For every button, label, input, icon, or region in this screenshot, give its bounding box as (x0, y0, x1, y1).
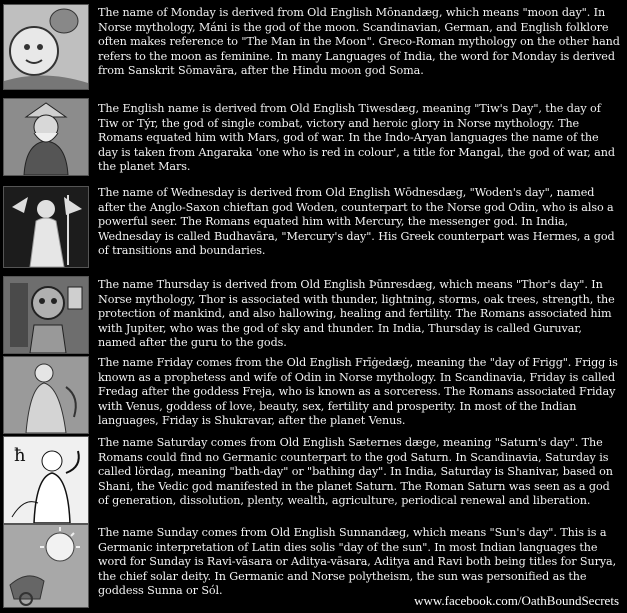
day-text-thursday: The name Thursday is derived from Old English Þūnresdæg, which means "Thor's day". In Norse mythology, Thor is associated with thunder, lightning, storms, oak trees, strength, the protection of mankind, and also hallowing, healing and fertility. The Romans associated him with Jupiter, who was the god of sky and thunder. In India, Thursday is called Guruvar, named after the guru to the gods. (98, 278, 615, 349)
frigg-icon (3, 356, 89, 434)
day-row-monday (0, 0, 627, 92)
day-row-friday (0, 352, 627, 434)
odin-icon (3, 186, 89, 268)
saturn-icon (3, 436, 89, 524)
day-row-saturday (0, 428, 627, 524)
day-text-monday: The name of Monday is derived from Old English Mōnandæg, which means "moon day". In Norse mythology, Máni is the god of the moon. Scandinavian, German, and English folklore often makes reference to "The Man in the Moon". Greco-Roman mythology on the other hand refers to the moon as feminine. In many Languages of India, the word for Monday is derived from Sanskrit Sōmavāra, after the Hindu moon god Soma. (98, 6, 620, 77)
sun-chariot-icon (3, 524, 89, 608)
moon-icon (3, 4, 89, 90)
day-row-wednesday (0, 180, 627, 268)
footer-url[interactable]: www.facebook.com/OathBoundSecrets (414, 593, 619, 608)
day-text-friday: The name Friday comes from the Old English Frīġedæġ, meaning the "day of Frigg". Frigg is known as a prophetess and wife of Odin in Norse mythology. In Scandinavia, Friday is called Fredag after the goddess Freja, who is known as a sorceress. The Romans associated Friday with Venus, goddess of love, beauty, sex, fertility and prosperity. In most of the Indian languages, Friday is Shukravar, after the planet Venus. (98, 356, 618, 427)
day-row-tuesday (0, 92, 627, 176)
day-text-wednesday: The name of Wednesday is derived from Old English Wōdnesdæg, "Woden's day", named after the Anglo-Saxon chieftan god Woden, counterpart to the Norse god Odin, who is also a powerful seer. The Romans equated him with Mercury, the messenger god. In India, Wednesday is called Budhavāra, "Mercury's day". His Greek counterpart was Hermes, a god of transitions and boundaries. (98, 186, 615, 257)
day-row-thursday (0, 268, 627, 352)
thor-icon (3, 276, 89, 354)
day-text-saturday: The name Saturday comes from Old English Sæternes dæge, meaning "Saturn's day". The Romans could find no Germanic counterpart to the god Saturn. In Scandinavia, Saturday is called lördag, meaning "bath-day" or "bathing day". In India, Saturday is Shanivar, based on Shani, the Vedic god manifested in the planet Saturn. The Roman Saturn was seen as a god of generation, dissolution, plenty, wealth, agriculture, periodical renewal and liberation. (98, 436, 613, 507)
day-text-sunday: The name Sunday comes from Old English Sunnandæg, which means "Sun's day". This is a Germanic interpretation of Latin dies solis "day of the sun". In most Indian languages the word for Sunday is Ravi-vāsara or Aditya-vāsara, Aditya and Ravi both being titles for Surya, the chief solar deity. In Germanic and Norse polytheism, the sun was personified as the goddess Sunna or Sól. (98, 526, 617, 597)
svg-text:ħ: ħ (14, 445, 26, 466)
warrior-icon (3, 98, 89, 176)
day-text-tuesday: The English name is derived from Old English Tiwesdæg, meaning "Tiw's Day", the day of Tiw or Týr, the god of single combat, victory and heroic glory in Norse mythology. The Romans equated him with Mars, god of war. In the Indo-Aryan languages the name of the day is taken from Angaraka 'one who is red in colour', a title for Mangal, the god of war, and the planet Mars. (98, 102, 615, 173)
